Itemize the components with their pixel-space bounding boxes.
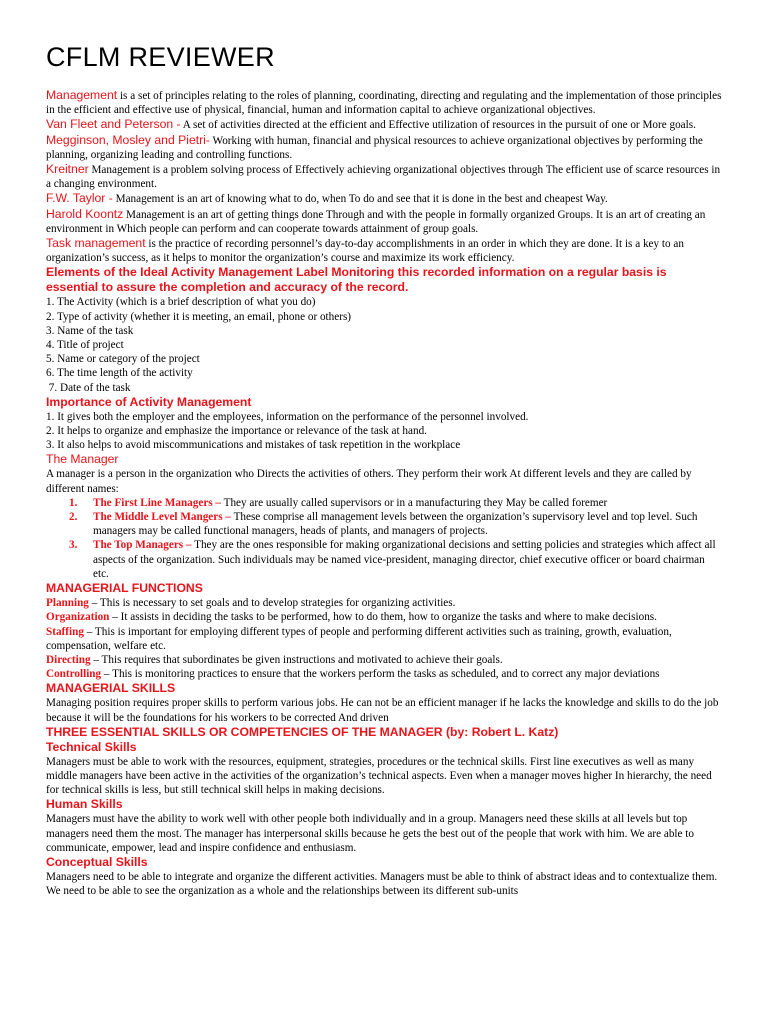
function-item [46, 625, 722, 653]
level-text: They are the ones responsible for making organizational decisions and setting policies and strategies which affect all aspects of the organization. Such individuals may be named vice-president, managing director, chief executive officer or board chairman etc. [93, 539, 716, 580]
list-item: 3. It also helps to avoid miscommunications and mistakes of task repetition in the workplace [46, 439, 461, 452]
definition-text: Management is a problem solving process of Effectively achieving organizational objectives through The efficient use of scarce resources in a changing environment. [46, 164, 721, 191]
list-item: 1. The Activity (which is a brief description of what you do) [46, 296, 316, 309]
list-item: 4. Title of project [46, 339, 124, 352]
definition-term: Harold Koontz [46, 206, 124, 221]
function-text: – This is important for employing different types of people and performing different activities such as training, growth, evaluation, compensation, welfare etc. [46, 625, 672, 652]
list-item: 2. Type of activity (whether it is meeting, an email, phone or others) [46, 310, 352, 323]
level-text: They are usually called supervisors or in a manufacturing they May be called foremer [221, 496, 608, 509]
level-title: The Middle Level Mangers – [93, 511, 231, 524]
level-number: 3. [69, 539, 78, 552]
list-item: 3. Name of the task [46, 324, 134, 337]
definition-term: Megginson, Mosley and Pietri- [46, 132, 210, 147]
list-item: 6. The time length of the activity [46, 367, 193, 380]
list-item: 5. Name or category of the project [46, 353, 200, 366]
technical-skills-text: Managers must be able to work with the resources, equipment, strategies, procedures or the technical skills. First line executives as well as many middle managers have been active in the activities of the organization’s technical aspects. Even when a manager moves higher In hierarchy, the need for technical skills is less, but still technical skill helps in making decisions. [46, 755, 712, 797]
function-item [46, 667, 722, 681]
list-item: 7. Date of the task [46, 381, 131, 394]
human-skills-heading: Human Skills [46, 797, 123, 812]
function-name: Organization [46, 611, 110, 624]
manager-level-item [46, 538, 722, 581]
elements-heading: Elements of the Ideal Activity Management Label Monitoring this recorded information on a regular basis is essential to assure the completion and accuracy of the record. [46, 265, 667, 295]
level-title: The Top Managers – [93, 539, 192, 552]
function-name: Controlling [46, 668, 102, 681]
manager-level-item [46, 510, 722, 538]
function-text: – It assists in deciding the tasks to be performed, how to do them, how to organize the tasks and where to make decisions. [109, 611, 657, 624]
function-text: – This is monitoring practices to ensure that the workers perform the tasks as scheduled, and to correct any major deviations [101, 668, 660, 681]
function-text: – This requires that subordinates be given instructions and motivated to achieve their goals. [90, 653, 503, 666]
list-item: 2. It helps to organize and emphasize the importance or relevance of the task at hand. [46, 425, 427, 438]
skills-intro: Managing position requires proper skills to perform various jobs. He can not be an efficient manager if he lacks the knowledge and skills to do the job because it will be the foundations for his workers to be corrected And driven [46, 697, 719, 724]
definition-task-management [46, 236, 722, 265]
function-item [46, 596, 722, 610]
level-text: These comprise all management levels between the organization’s supervisory level and top level. Such managers may be called functional managers, heads of plants, and managers of projects. [93, 511, 698, 538]
manager-heading: The Manager [46, 452, 119, 467]
function-name: Directing [46, 653, 91, 666]
function-item [46, 610, 722, 624]
three-skills-heading: THREE ESSENTIAL SKILLS OR COMPETENCIES OF THE MANAGER (by: Robert L. Katz) [46, 724, 559, 739]
definition-text: Management is an art of knowing what to do, when To do and see that it is done in the best and cheapest Way. [112, 193, 608, 206]
definition-term: F.W. Taylor - [46, 191, 113, 206]
function-text: – This is necessary to set goals and to develop strategies for organizing activities. [88, 597, 456, 610]
function-name: Staffing [46, 625, 84, 638]
technical-skills-heading: Technical Skills [46, 739, 137, 754]
human-skills-text: Managers must have the ability to work well with other people both individually and in a group. Managers need these skills at all levels but top managers need them the most. The manager has interpersonal skills because he gets the best out of the people that work with him. We are able to communicate, empower, lead and inspire confidence and enthusiasm. [46, 813, 694, 854]
level-number: 2. [69, 511, 78, 524]
page-title: CFLM REVIEWER [46, 42, 275, 72]
definition-term: Kreitner [46, 162, 89, 177]
definition-taylor [46, 191, 722, 206]
definition-term: Van Fleet and Peterson - [46, 117, 181, 132]
conceptual-skills-heading: Conceptual Skills [46, 854, 148, 869]
definition-kreitner [46, 162, 722, 191]
definition-koontz [46, 207, 722, 236]
definition-management [46, 88, 722, 117]
manager-intro: A manager is a person in the organization who Directs the activities of others. They perform their work At different levels and they are called by different names: [46, 468, 692, 495]
level-title: The First Line Managers – [93, 496, 222, 509]
function-name: Planning [46, 597, 89, 610]
definition-text: A set of activities directed at the efficient and Effective utilization of resources in the pursuit of one or More goals. [180, 119, 696, 132]
level-number: 1. [69, 496, 78, 509]
definition-megginson [46, 133, 722, 162]
definition-term: Management [46, 88, 118, 102]
definition-text: Management is an art of getting things done Through and with the people in formally organized Groups. It is an art of creating an environment in Which people can perform and can cooperate towards attainment of group goals. [46, 208, 706, 235]
definition-text: is the practice of recording personnel’s day-to-day accomplishments in an order in which they are done. It is a key to an organization’s success, as it helps to monitor the organization’s course and maximize its work efficiency. [46, 238, 684, 265]
function-item [46, 653, 722, 667]
conceptual-skills-text: Managers need to be able to integrate and organize the different activities. Managers must be able to think of abstract ideas and to contextualize them. We need to be able to see the organization as a whole and the relationships between its different sub-units [46, 870, 718, 898]
skills-heading: MANAGERIAL SKILLS [46, 681, 176, 696]
manager-level-item [46, 496, 722, 510]
document-page [46, 40, 722, 898]
definition-text: is a set of principles relating to the roles of planning, coordinating, directing and regulating and the implementation of those principles in the efficient and effective use of physical, financial, human and information capital to achieve organizational objectives. [46, 90, 722, 117]
definition-text: Working with human, financial and physical resources to achieve organizational objectives by performing the planning, organizing leading and controlling functions. [46, 134, 703, 161]
functions-heading: MANAGERIAL FUNCTIONS [46, 581, 203, 596]
importance-heading: Importance of Activity Management [46, 394, 252, 409]
list-item: 1. It gives both the employer and the employees, information on the performance of the personnel involved. [46, 410, 529, 423]
definition-term: Task management [46, 236, 146, 251]
definition-van-fleet [46, 117, 722, 132]
